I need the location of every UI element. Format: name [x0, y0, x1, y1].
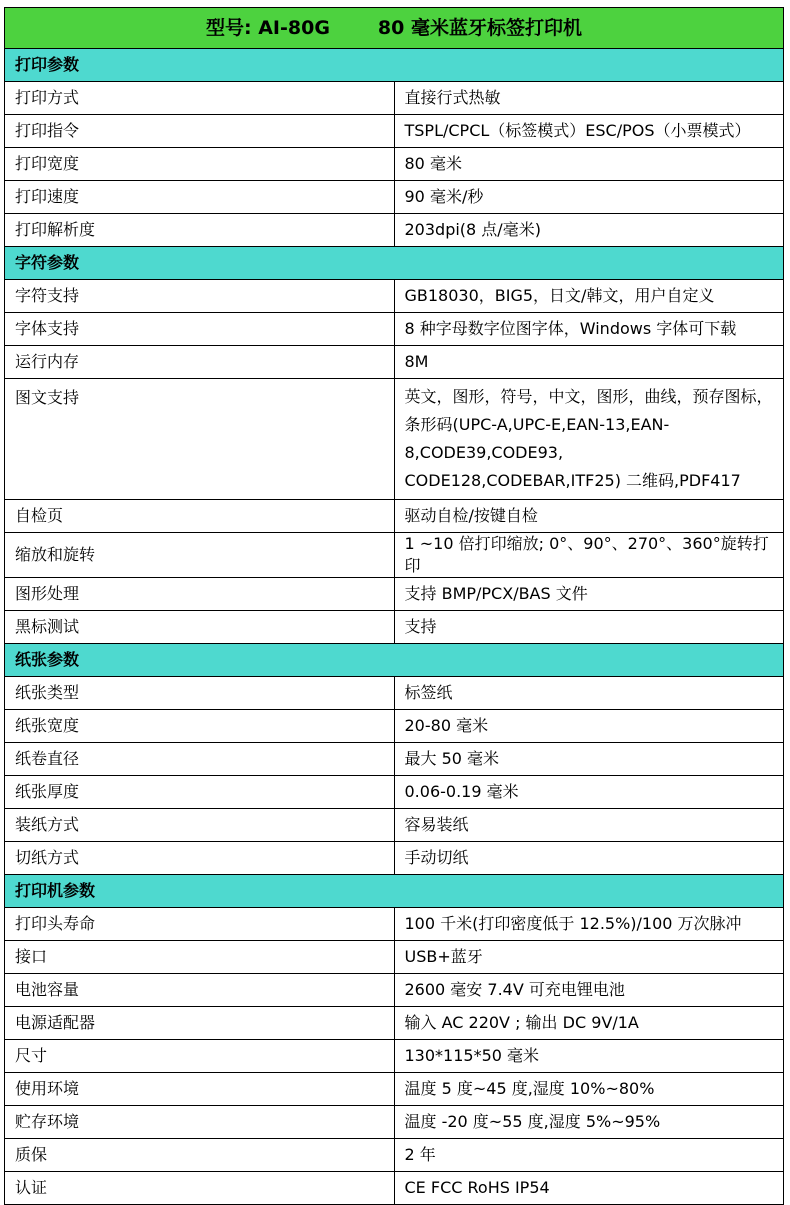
spec-label: 字符支持	[5, 280, 395, 313]
spec-row	[5, 148, 784, 181]
spec-value: 驱动自检/按键自检	[394, 500, 784, 533]
spec-label: 打印速度	[5, 181, 395, 214]
spec-row	[5, 677, 784, 710]
spec-label: 纸张类型	[5, 677, 395, 710]
spec-value: 容易装纸	[394, 809, 784, 842]
spec-label: 切纸方式	[5, 842, 395, 875]
spec-row	[5, 533, 784, 578]
spec-row	[5, 611, 784, 644]
spec-row	[5, 908, 784, 941]
spec-row	[5, 1007, 784, 1040]
spec-row	[5, 379, 784, 500]
spec-row	[5, 1073, 784, 1106]
spec-value: 130*115*50 毫米	[394, 1040, 784, 1073]
spec-value: 2 年	[394, 1139, 784, 1172]
spec-label: 尺寸	[5, 1040, 395, 1073]
spec-value: 20-80 毫米	[394, 710, 784, 743]
spec-value: 100 千米(打印密度低于 12.5%)/100 万次脉冲	[394, 908, 784, 941]
spec-row	[5, 1106, 784, 1139]
spec-label: 接口	[5, 941, 395, 974]
spec-value: 支持	[394, 611, 784, 644]
spec-label: 贮存环境	[5, 1106, 395, 1139]
spec-row	[5, 710, 784, 743]
section-header-row	[5, 49, 784, 82]
spec-value-line: 条形码(UPC-A,UPC-E,EAN-13,EAN-8,CODE39,CODE93,	[404, 415, 670, 462]
spec-row	[5, 500, 784, 533]
spec-label: 打印解析度	[5, 214, 395, 247]
title-cell	[5, 8, 784, 49]
spec-value: 温度 -20 度~55 度,湿度 5%~95%	[394, 1106, 784, 1139]
spec-label: 纸张厚度	[5, 776, 395, 809]
spec-value: USB+蓝牙	[394, 941, 784, 974]
spec-label: 打印指令	[5, 115, 395, 148]
section-header: 字符参数	[5, 247, 784, 280]
spec-label: 字体支持	[5, 313, 395, 346]
section-header-row	[5, 247, 784, 280]
spec-table	[4, 7, 784, 1205]
spec-value: CE FCC RoHS IP54	[394, 1172, 784, 1205]
spec-sheet	[4, 7, 784, 1205]
spec-table-body	[5, 8, 784, 1205]
spec-row	[5, 842, 784, 875]
spec-label: 纸卷直径	[5, 743, 395, 776]
spec-value	[394, 379, 784, 500]
spec-row	[5, 280, 784, 313]
section-header-row	[5, 875, 784, 908]
spec-row	[5, 743, 784, 776]
spec-value: 手动切纸	[394, 842, 784, 875]
section-header: 打印参数	[5, 49, 784, 82]
spec-row	[5, 1040, 784, 1073]
spec-row	[5, 941, 784, 974]
spec-label: 打印头寿命	[5, 908, 395, 941]
spec-label: 使用环境	[5, 1073, 395, 1106]
spec-label: 缩放和旋转	[5, 533, 395, 578]
spec-value: 1 ~10 倍打印缩放; 0°、90°、270°、360°旋转打印	[394, 533, 784, 578]
spec-row	[5, 1172, 784, 1205]
spec-row	[5, 776, 784, 809]
spec-value-line: CODE128,CODEBAR,ITF25) 二维码,PDF417	[404, 471, 741, 490]
spec-value: 标签纸	[394, 677, 784, 710]
spec-value: TSPL/CPCL（标签模式）ESC/POS（小票模式）	[394, 115, 784, 148]
spec-label: 图文支持	[5, 379, 395, 500]
spec-value: 203dpi(8 点/毫米)	[394, 214, 784, 247]
spec-label: 运行内存	[5, 346, 395, 379]
spec-label: 认证	[5, 1172, 395, 1205]
spec-row	[5, 181, 784, 214]
spec-row	[5, 115, 784, 148]
spec-row	[5, 214, 784, 247]
spec-value: 支持 BMP/PCX/BAS 文件	[394, 578, 784, 611]
spec-row	[5, 82, 784, 115]
spec-value-line: 英文，图形，符号，中文，图形，曲线，预存图标，	[404, 387, 773, 406]
spec-row	[5, 809, 784, 842]
spec-label: 图形处理	[5, 578, 395, 611]
spec-row	[5, 313, 784, 346]
section-header: 纸张参数	[5, 644, 784, 677]
spec-label: 黑标测试	[5, 611, 395, 644]
spec-row	[5, 1139, 784, 1172]
spec-value: 80 毫米	[394, 148, 784, 181]
spec-value: GB18030，BIG5，日文/韩文，用户自定义	[394, 280, 784, 313]
spec-row	[5, 346, 784, 379]
spec-value: 8 种字母数字位图字体，Windows 字体可下载	[394, 313, 784, 346]
spec-label: 自检页	[5, 500, 395, 533]
spec-label: 质保	[5, 1139, 395, 1172]
spec-value: 90 毫米/秒	[394, 181, 784, 214]
spec-label: 电池容量	[5, 974, 395, 1007]
spec-label: 电源适配器	[5, 1007, 395, 1040]
spec-value: 输入 AC 220V ; 输出 DC 9V/1A	[394, 1007, 784, 1040]
spec-label: 纸张宽度	[5, 710, 395, 743]
model-number: 型号: AI-80G	[206, 17, 330, 39]
section-header: 打印机参数	[5, 875, 784, 908]
product-name: 80 毫米蓝牙标签打印机	[377, 17, 582, 39]
spec-label: 装纸方式	[5, 809, 395, 842]
spec-value: 2600 毫安 7.4V 可充电锂电池	[394, 974, 784, 1007]
title-row	[5, 8, 784, 49]
spec-label: 打印方式	[5, 82, 395, 115]
spec-value: 最大 50 毫米	[394, 743, 784, 776]
spec-value: 直接行式热敏	[394, 82, 784, 115]
spec-row	[5, 974, 784, 1007]
spec-value: 温度 5 度~45 度,湿度 10%~80%	[394, 1073, 784, 1106]
spec-value: 8M	[394, 346, 784, 379]
section-header-row	[5, 644, 784, 677]
spec-label: 打印宽度	[5, 148, 395, 181]
spec-row	[5, 578, 784, 611]
spec-value: 0.06-0.19 毫米	[394, 776, 784, 809]
